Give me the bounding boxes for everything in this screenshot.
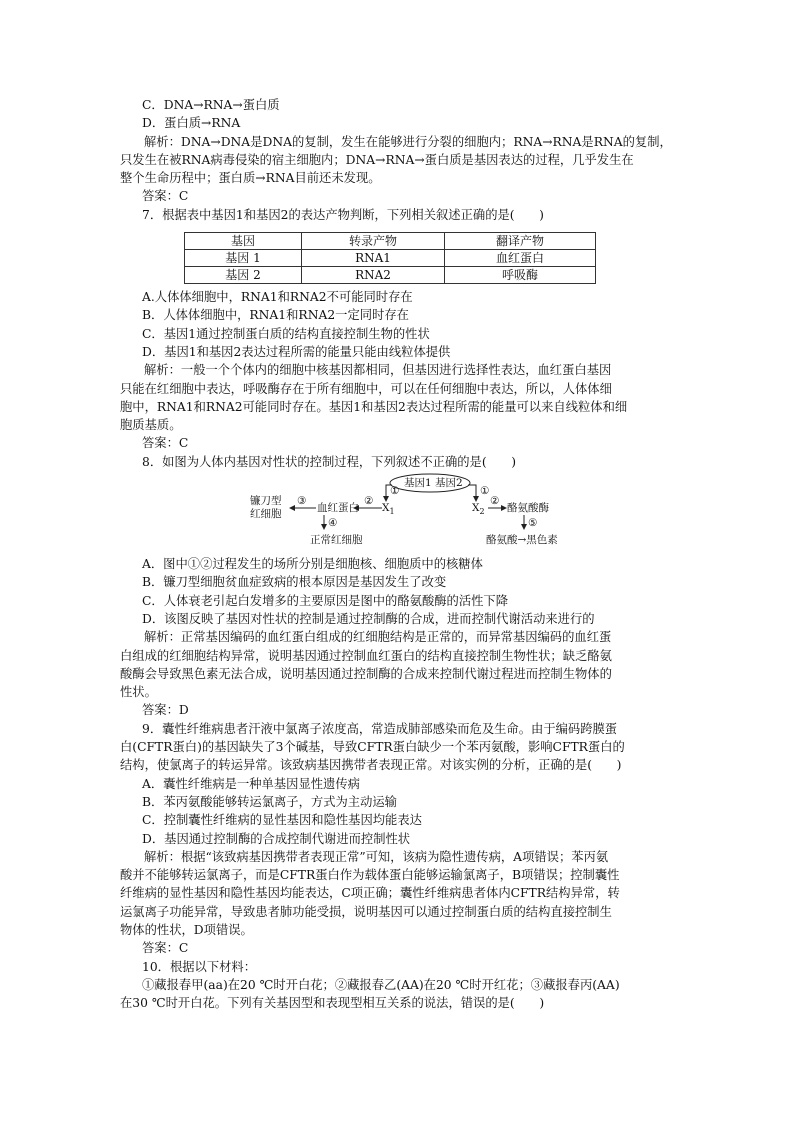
step-1-label: ①	[480, 485, 490, 498]
table-cell: 呼吸酶	[445, 267, 596, 284]
sickle-cell-label: 镰刀型	[250, 495, 282, 508]
analysis-line: 运氯离子功能异常，导致患者肺功能受损，说明基因可以通过控制蛋白质的结构直接控制生	[120, 904, 612, 919]
gene-label: 基因1 基因2	[404, 477, 463, 490]
document-body	[120, 96, 680, 1012]
option-b: B．苯丙氨酸能够转运氯离子，方式为主动运输	[142, 794, 397, 809]
step-5-label: ⑤	[528, 517, 538, 530]
x2-label: $X_2$	[472, 502, 485, 517]
table-row	[185, 267, 596, 284]
table-cell: RNA1	[302, 250, 445, 267]
option-c: C．基因1通过控制蛋白质的结构直接控制生物的性状	[142, 326, 430, 341]
table-header: 转录产物	[302, 233, 445, 250]
option-d: D．基因通过控制酶的合成控制代谢进而控制性状	[142, 831, 411, 846]
step-2-label: ②	[490, 495, 500, 508]
question-9-stem: 9．囊性纤维病患者汗液中氯离子浓度高，常造成肺部感染而危及生命。由于编码跨膜蛋	[142, 721, 618, 736]
table-cell: RNA2	[302, 267, 445, 284]
answer: 答案：C	[142, 941, 189, 956]
analysis-line: 纤维病的显性基因和隐性基因均能表达，C项正确；囊性纤维病患者体内CFTR结构异常，转	[120, 886, 620, 901]
tyrosine-melanin-label: 酪氨酸→黑色素	[486, 534, 558, 547]
question-9-stem: 结构，使氯离子的转运异常。该致病基因携带者表现正常。对该实例的分析，正确的是( )	[120, 758, 622, 773]
option-c: C．人体衰老引起白发增多的主要原因是图中的酪氨酸酶的活性下降	[142, 593, 509, 608]
table-header-row	[185, 233, 596, 250]
analysis-line: 胞中，RNA1和RNA2可能同时存在。基因1和基因2表达过程所需的能量可以来自线粒体和细	[120, 399, 628, 414]
sickle-cell-label: 红细胞	[250, 508, 282, 521]
analysis-line: 胞质基质。	[120, 418, 182, 433]
option-a: A．囊性纤维病是一种单基因显性遗传病	[142, 776, 360, 791]
analysis-line: 酸酶会导致黑色素无法合成，说明基因通过控制酶的合成来控制代谢过程进而控制生物体的	[120, 666, 612, 681]
analysis-line: 只发生在被RNA病毒侵染的宿主细胞内；DNA→RNA→蛋白质是基因表达的过程，几乎发生在	[120, 152, 634, 167]
step-3-label: ③	[297, 495, 307, 508]
analysis-line: 解析：DNA→DNA是DNA的复制，发生在能够进行分裂的细胞内；RNA→RNA是RNA的复制，	[144, 134, 672, 149]
step-1-label: ①	[390, 485, 400, 498]
table-header: 基因	[185, 233, 302, 250]
diagram-arrows	[120, 473, 680, 553]
table-cell: 基因 2	[185, 267, 302, 284]
option-a: A．图中①②过程发生的场所分别是细胞核、细胞质中的核糖体	[142, 557, 483, 572]
answer: 答案：C	[142, 189, 189, 204]
table-cell: 血红蛋白	[445, 250, 596, 267]
analysis-line: 解析：一般一个个体内的细胞中核基因都相同，但基因进行选择性表达，血红蛋白基因	[144, 363, 612, 378]
option-c: C．DNA→RNA→蛋白质	[142, 98, 280, 112]
question-7-stem: 7．根据表中基因1和基因2的表达产物判断，下列相关叙述正确的是( )	[142, 207, 544, 222]
question-10-material: 在30 ℃时开白花。下列有关基因型和表现型相互关系的说法，错误的是( )	[120, 996, 545, 1011]
option-b: B．镰刀型细胞贫血症致病的根本原因是基因发生了改变	[142, 575, 447, 590]
question-10-stem: 10．根据以下材料：	[142, 959, 257, 974]
hemoglobin-label: 血红蛋白	[317, 502, 359, 515]
analysis-line: 物体的性状，D项错误。	[120, 922, 253, 937]
analysis-line: 只能在红细胞中表达，呼吸酶存在于所有细胞中，可以在任何细胞中表达，所以，人体体细	[120, 381, 612, 396]
gene-table	[184, 232, 596, 284]
question-9-stem: 白(CFTR蛋白)的基因缺失了3个碱基，导致CFTR蛋白缺少一个苯丙氨酸，影响CFTR蛋白的	[120, 740, 625, 755]
option-a: A.人体体细胞中，RNA1和RNA2不可能同时存在	[142, 290, 413, 305]
gene-control-diagram	[120, 473, 680, 553]
answer: 答案：D	[142, 703, 189, 718]
answer: 答案：C	[142, 436, 189, 451]
option-b: B．人体体细胞中，RNA1和RNA2一定同时存在	[142, 308, 409, 323]
analysis-line: 酸并不能够转运氯离子，而是CFTR蛋白作为载体蛋白能够运输氯离子，B项错误；控制囊性	[120, 868, 620, 883]
step-2-label: ②	[364, 495, 374, 508]
table-cell: 基因 1	[185, 250, 302, 267]
arrow-gene-to-x2	[468, 485, 476, 501]
option-c: C．控制囊性纤维病的显性基因和隐性基因均能表达	[142, 813, 422, 828]
option-d: D．基因1和基因2表达过程所需的能量只能由线粒体提供	[142, 344, 451, 359]
analysis-line: 解析：正常基因编码的血红蛋白组成的红细胞结构是正常的，而异常基因编码的血红蛋	[144, 630, 612, 645]
question-8-stem: 8．如图为人体内基因对性状的控制过程，下列叙述不正确的是( )	[142, 454, 517, 469]
analysis-line: 白组成的红细胞结构异常，说明基因通过控制血红蛋白的结构直接控制生物性状；缺乏酪氨	[120, 648, 612, 663]
option-d: D．该图反映了基因对性状的控制是通过控制酶的合成，进而控制代谢活动来进行的	[142, 611, 595, 626]
analysis-line: 性状。	[120, 685, 157, 700]
x1-label: $X_1$	[382, 502, 395, 517]
step-4-label: ④	[328, 517, 338, 530]
analysis-line: 解析：根据“该致病基因携带者表现正常”可知，该病为隐性遗传病，A项错误；苯丙氨	[144, 849, 609, 864]
option-d: D．蛋白质→RNA	[142, 116, 241, 131]
normal-rbc-label: 正常红细胞	[310, 534, 363, 547]
table-row	[185, 250, 596, 267]
table-header: 翻译产物	[445, 233, 596, 250]
tyrosinase-label: 酪氨酸酶	[507, 502, 549, 515]
analysis-line: 整个生命历程中；蛋白质→RNA目前还未发现。	[120, 171, 381, 186]
question-10-material: ①藏报春甲(aa)在20 ℃时开白花；②藏报春乙(AA)在20 ℃时开红花；③藏报春丙(AA)	[142, 977, 620, 992]
